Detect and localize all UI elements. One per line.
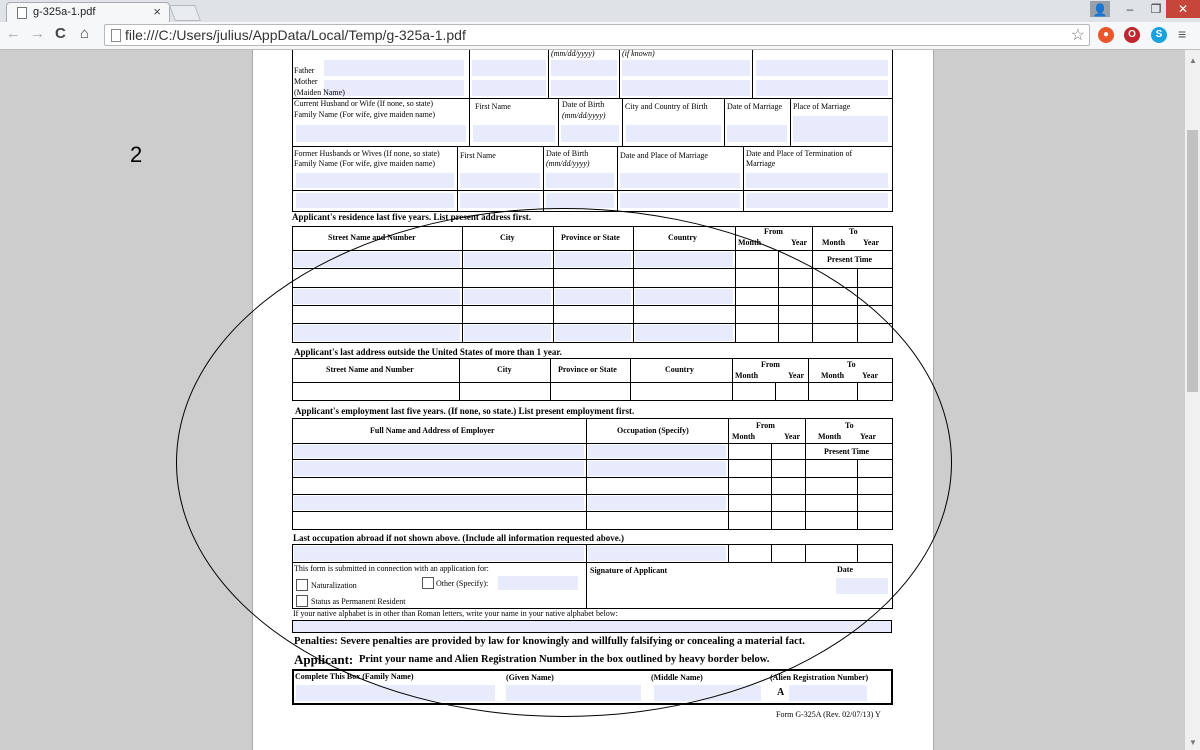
emp-from-year: Year [784, 432, 800, 441]
former-family-name-field-2[interactable] [296, 193, 454, 208]
spouse-dob-format: (mm/dd/yyyy) [562, 111, 606, 120]
scroll-down-icon[interactable]: ▼ [1189, 738, 1197, 747]
res-present-time: Present Time [827, 255, 873, 264]
penalties-text: Penalties: Severe penalties are provided by law for knowingly and willfully falsifying or concealing a material fact. [294, 636, 805, 647]
file-icon [17, 7, 27, 19]
spouse-city-label: City and Country of Birth [625, 102, 708, 111]
forward-icon[interactable]: → [30, 25, 45, 42]
home-icon[interactable]: ⌂ [80, 25, 90, 42]
reload-icon[interactable]: C [55, 25, 66, 42]
outside-heading: Applicant's last address outside the United States of more than 1 year. [294, 347, 562, 357]
former-dob-field-2[interactable] [546, 193, 614, 208]
spouse-family-label-2: Family Name (For wife, give maiden name) [294, 110, 436, 119]
res-country-field-3[interactable] [635, 289, 733, 304]
res-street-field-3[interactable] [294, 289, 460, 304]
res-street-field-1[interactable] [294, 252, 460, 267]
spouse-dob-field[interactable] [561, 125, 619, 142]
res-to-year: Year [863, 238, 879, 247]
box-family-label: Complete This Box (Family Name) [295, 672, 414, 681]
former-first-name-label: First Name [460, 151, 496, 160]
emp-present-time: Present Time [824, 447, 870, 456]
former-termination-label-2: Marriage [746, 159, 776, 168]
abroad-occupation-field[interactable] [588, 546, 726, 561]
emp-employer-field-1[interactable] [294, 445, 584, 458]
tab-strip [0, 0, 1200, 22]
residence-heading: Applicant's residence last five years. List present address first. [292, 212, 531, 222]
res-from-year: Year [791, 238, 807, 247]
out-from: From [761, 360, 780, 369]
box-middle-field[interactable] [654, 685, 761, 701]
maiden-name-label: (Maiden Name) [294, 88, 345, 97]
other-label: Other (Specify): [436, 579, 489, 588]
tab-title: g-325a-1.pdf [33, 6, 96, 18]
res-province-field-3[interactable] [555, 289, 631, 304]
former-dob-field-1[interactable] [546, 173, 614, 188]
mother-city-field[interactable] [622, 80, 750, 96]
page-number: 2 [130, 142, 143, 167]
out-to-year: Year [862, 371, 878, 380]
naturalization-label: Naturalization [311, 581, 357, 590]
father-dob-field[interactable] [551, 60, 617, 76]
res-city-field-5[interactable] [464, 325, 551, 341]
former-dob-format: (mm/dd/yyyy) [546, 159, 590, 168]
res-col-street: Street Name and Number [328, 233, 416, 242]
res-country-field-1[interactable] [635, 252, 733, 267]
former-termination-field-1[interactable] [746, 173, 888, 188]
former-dob-label: Date of Birth [546, 149, 589, 158]
mother-dob-field[interactable] [551, 80, 617, 96]
close-window-button[interactable]: ✕ [1166, 0, 1200, 18]
mother-first-name-field[interactable] [472, 80, 546, 96]
abroad-heading: Last occupation abroad if not shown above. (Include all information requested above.) [293, 533, 624, 543]
box-family-field[interactable] [296, 685, 495, 701]
dob-format-label: (mm/dd/yyyy) [551, 49, 595, 58]
spouse-pom-label: Place of Marriage [793, 102, 851, 111]
mother-family-name-field[interactable] [324, 80, 464, 96]
emp-occupation-field-2[interactable] [588, 461, 726, 476]
extension-opera-icon[interactable]: O [1124, 27, 1140, 43]
extension-skype-icon[interactable]: S [1151, 27, 1167, 43]
father-label: Father [294, 66, 315, 75]
minimize-button[interactable]: – [1126, 2, 1134, 16]
emp-from: From [756, 421, 775, 430]
res-to-month: Month [822, 238, 846, 247]
emp-col-occupation: Occupation (Specify) [617, 426, 689, 435]
permanent-resident-label: Status as Permanent Resident [311, 597, 406, 606]
out-to-month: Month [821, 371, 845, 380]
res-from: From [764, 227, 783, 236]
spouse-family-name-field[interactable] [296, 125, 466, 142]
out-col-street: Street Name and Number [326, 365, 414, 374]
res-province-field-1[interactable] [555, 252, 631, 267]
signature-date-field[interactable] [836, 578, 888, 594]
former-termination-field-2[interactable] [746, 193, 888, 208]
res-street-field-5[interactable] [294, 325, 460, 341]
former-family-label-2: Family Name (For wife, give maiden name) [294, 159, 436, 168]
alien-prefix: A [777, 687, 785, 698]
former-dpm-field-1[interactable] [620, 173, 740, 188]
res-col-city: City [500, 233, 515, 242]
res-city-field-3[interactable] [464, 289, 551, 304]
scroll-thumb[interactable] [1187, 130, 1198, 392]
out-col-city: City [497, 365, 512, 374]
mother-residence-field[interactable] [756, 80, 888, 96]
father-city-field[interactable] [622, 60, 750, 76]
box-middle-label: (Middle Name) [651, 673, 703, 682]
former-dpm-field-2[interactable] [620, 193, 740, 208]
out-from-month: Month [735, 371, 759, 380]
employment-heading: Applicant's employment last five years. (If none, so state.) List present employment first. [295, 406, 635, 416]
former-dpm-label: Date and Place of Marriage [620, 151, 708, 160]
emp-employer-field-4[interactable] [294, 496, 584, 510]
spouse-dob-label: Date of Birth [562, 100, 605, 109]
res-col-province: Province or State [561, 233, 620, 242]
spouse-dom-field[interactable] [727, 125, 787, 142]
signature-label: Signature of Applicant [590, 566, 668, 575]
emp-occupation-field-4[interactable] [588, 496, 726, 510]
new-tab-button[interactable] [169, 5, 201, 21]
out-from-year: Year [788, 371, 804, 380]
applicant-label: Applicant: [294, 652, 354, 667]
back-icon[interactable]: ← [6, 25, 21, 42]
mother-label: Mother [294, 77, 318, 86]
former-first-name-field-1[interactable] [460, 173, 540, 188]
abroad-employer-field[interactable] [294, 546, 584, 561]
other-checkbox[interactable] [422, 577, 434, 589]
father-residence-field[interactable] [756, 60, 888, 76]
tab-pdf[interactable] [6, 2, 170, 22]
spouse-family-label: Current Husband or Wife (If none, so state) [294, 99, 434, 108]
if-known-label: (if known) [622, 49, 655, 58]
emp-to: To [845, 421, 854, 430]
page-icon [111, 29, 121, 42]
emp-to-year: Year [860, 432, 876, 441]
naturalization-checkbox[interactable] [296, 579, 308, 591]
res-city-field-1[interactable] [464, 252, 551, 267]
father-family-name-field[interactable] [324, 60, 464, 76]
spouse-pom-field[interactable] [793, 116, 888, 142]
out-col-country: Country [665, 365, 694, 374]
former-first-name-field-2[interactable] [460, 193, 540, 208]
box-alien-field[interactable] [789, 685, 867, 701]
user-icon[interactable]: 👤 [1090, 1, 1110, 17]
emp-employer-field-2[interactable] [294, 461, 584, 476]
date-label: Date [837, 565, 853, 574]
url-text[interactable]: file:///C:/Users/julius/AppData/Local/Temp/g-325a-1.pdf [125, 27, 466, 43]
submission-intro: This form is submitted in connection with an application for: [294, 564, 489, 573]
spouse-first-name-field[interactable] [473, 125, 555, 142]
former-family-name-field-1[interactable] [296, 173, 454, 188]
box-given-field[interactable] [506, 685, 641, 701]
spouse-first-name-label: First Name [475, 102, 511, 111]
menu-icon[interactable]: ≡ [1178, 26, 1187, 42]
father-first-name-field[interactable] [472, 60, 546, 76]
res-province-field-5[interactable] [555, 325, 631, 341]
emp-col-employer: Full Name and Address of Employer [370, 426, 495, 435]
scroll-up-icon[interactable]: ▲ [1189, 56, 1197, 65]
extension-fire-icon[interactable]: ● [1098, 27, 1114, 43]
bookmark-star-icon[interactable]: ☆ [1070, 27, 1085, 44]
emp-occupation-field-1[interactable] [588, 445, 726, 458]
address-bar[interactable] [104, 24, 1090, 46]
res-country-field-5[interactable] [635, 325, 733, 341]
res-from-month: Month [738, 238, 762, 247]
tab-close-icon[interactable]: × [153, 4, 161, 19]
spouse-dom-label: Date of Marriage [727, 102, 783, 111]
native-alphabet-label: If your native alphabet is in other than Roman letters, write your name in your native alphabet below: [293, 609, 618, 618]
other-specify-field[interactable] [498, 576, 578, 590]
former-termination-label: Date and Place of Termination of [746, 149, 853, 158]
spouse-city-field[interactable] [626, 125, 721, 142]
form-footer: Form G-325A (Rev. 02/07/13) Y [776, 710, 881, 719]
box-given-label: (Given Name) [506, 673, 554, 682]
browser-toolbar [0, 22, 1200, 50]
emp-from-month: Month [732, 432, 756, 441]
res-col-country: Country [668, 233, 697, 242]
res-to: To [849, 227, 858, 236]
out-col-province: Province or State [558, 365, 617, 374]
box-alien-label: (Alien Registration Number) [770, 673, 869, 682]
permanent-resident-checkbox[interactable] [296, 595, 308, 607]
applicant-instruction: Print your name and Alien Registration Number in the box outlined by heavy border below. [359, 654, 770, 665]
scrollbar[interactable] [1185, 50, 1200, 750]
out-to: To [847, 360, 856, 369]
maximize-button[interactable]: ❐ [1150, 2, 1162, 16]
former-family-label: Former Husbands or Wives (If none, so state) [294, 149, 440, 158]
emp-to-month: Month [818, 432, 842, 441]
native-alphabet-field[interactable] [292, 620, 892, 633]
